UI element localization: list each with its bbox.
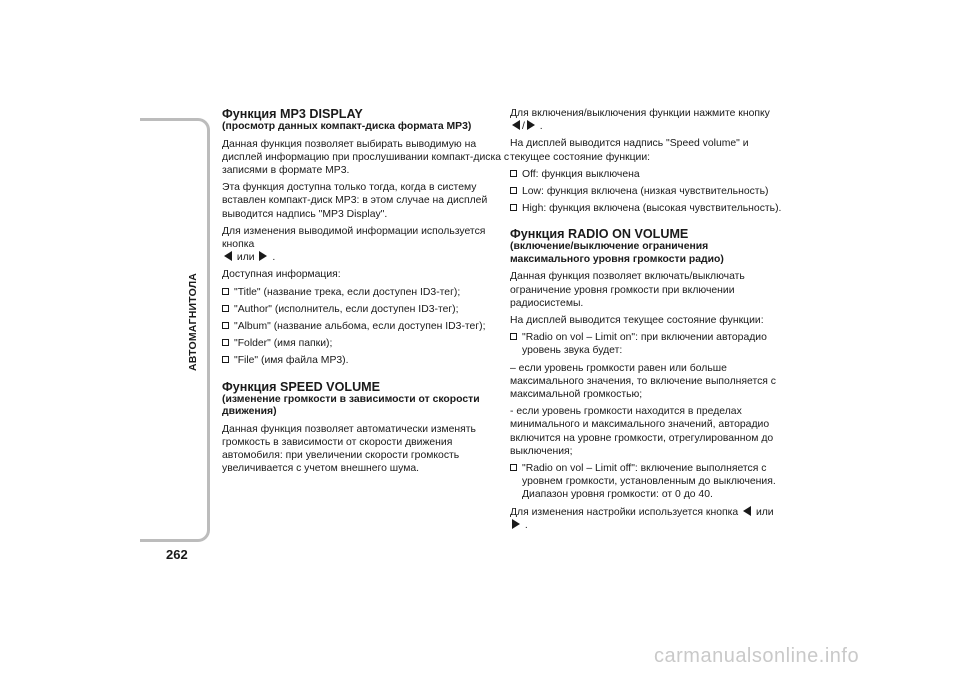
list-item xyxy=(510,202,782,215)
arrow-right-icon xyxy=(527,120,535,130)
paragraph: На дисплей выводится текущее состояние функции: xyxy=(510,315,764,327)
or-text: или xyxy=(236,252,255,264)
list-item-text: "Folder" (имя папки); xyxy=(234,338,333,350)
list-item-text: "Album" (название альбома, если доступен ID3-тег); xyxy=(234,320,486,332)
paragraph: Данная функция позволяет автоматически изменять громкость в зависимости от скорости движения автомобиля: при увеличении скорости громкость увеличивается с учетом внешнего шума. xyxy=(222,423,476,475)
list-item-text: Low: функция включена (низкая чувствительность) xyxy=(522,186,769,198)
paragraph: – если уровень громкости равен или больше максимального значения, то включение выполняется с максимальной громкостью; xyxy=(510,362,777,401)
paragraph: - если уровень громкости находится в пределах минимального и максимального значений, авторадио включится на уровне громкости, отрегулированном до выключения; xyxy=(510,406,774,457)
checkbox-bullet-icon xyxy=(510,187,517,194)
list-item xyxy=(222,337,512,350)
slash-text: / xyxy=(522,121,525,133)
arrow-right-icon xyxy=(512,519,520,529)
arrow-right-icon xyxy=(259,251,267,261)
list-item xyxy=(510,168,782,181)
mp3-display-subheading: (просмотр данных компакт-диска формата MP3) xyxy=(222,121,472,132)
list-item xyxy=(510,462,782,502)
watermark: carmanualsonline.info xyxy=(654,645,860,667)
spacer xyxy=(510,219,782,227)
speed-volume-heading: Функция SPEED VOLUME xyxy=(222,379,381,394)
paragraph-text: Для включения/выключения функции нажмите кнопку xyxy=(510,108,770,119)
page-number: 262 xyxy=(166,547,188,562)
list-item-text: Off: функция выключена xyxy=(522,168,640,180)
list-item-text: "Radio on vol – Limit off": включение выполняется с уровнем громкости, установленным до выключения. Диапазон уровня громкости: от 0 до 40. xyxy=(522,463,776,501)
checkbox-bullet-icon xyxy=(222,305,229,312)
section-side-label-text: АВТОМАГНИТОЛА xyxy=(187,272,200,372)
period-text: . xyxy=(539,121,543,133)
paragraph xyxy=(510,506,782,532)
paragraph: На дисплей выводится надпись "Speed volume" и текущее состояние функции: xyxy=(510,138,749,163)
list-item-text: "Radio on vol – Limit on": при включении авторадио уровень звука будет: xyxy=(522,332,767,357)
checkbox-bullet-icon xyxy=(510,170,517,177)
checkbox-bullet-icon xyxy=(222,356,229,363)
checkbox-bullet-icon xyxy=(510,464,517,471)
list-item-text: "Author" (исполнитель, если доступен ID3-тег); xyxy=(234,303,459,315)
checkbox-bullet-icon xyxy=(222,322,229,329)
left-column xyxy=(222,107,512,479)
list-item xyxy=(222,320,512,333)
list-item xyxy=(222,354,512,367)
period-text: . xyxy=(524,519,528,531)
section-side-label xyxy=(181,247,205,397)
radio-on-volume-heading: Функция RADIO ON VOLUME xyxy=(510,227,689,242)
list-item xyxy=(510,185,782,198)
arrow-left-icon xyxy=(743,506,751,516)
paragraph xyxy=(510,107,782,133)
list-item-text: "File" (имя файла MP3). xyxy=(234,355,349,367)
paragraph: Данная функция позволяет выбирать выводимую на дисплей информацию при прослушивании компакт-диска с записями в формате MP3. xyxy=(222,138,510,176)
paragraph xyxy=(222,225,512,265)
paragraph: Доступная информация: xyxy=(222,269,341,281)
arrow-left-icon xyxy=(512,120,520,130)
paragraph-text: Для изменения выводимой информации используется кнопка xyxy=(222,225,486,250)
arrow-left-icon xyxy=(224,251,232,261)
mp3-display-heading: Функция MP3 DISPLAY xyxy=(222,107,363,121)
radio-on-volume-subheading: (включение/выключение ограничения максимального уровня громкости радио) xyxy=(510,241,724,265)
checkbox-bullet-icon xyxy=(510,333,517,340)
checkbox-bullet-icon xyxy=(222,288,229,295)
checkbox-bullet-icon xyxy=(222,339,229,346)
spacer xyxy=(222,372,512,380)
paragraph-text: Для изменения настройки используется кнопка xyxy=(510,506,739,518)
list-item-text: "Title" (название трека, если доступен ID3-тег); xyxy=(234,286,461,298)
list-item-text: High: функция включена (высокая чувствительность). xyxy=(522,203,782,215)
period-text: . xyxy=(272,252,276,264)
checkbox-bullet-icon xyxy=(510,204,517,211)
right-column xyxy=(510,107,782,536)
or-text: или xyxy=(755,506,774,518)
list-item xyxy=(510,331,782,357)
paragraph: Эта функция доступна только тогда, когда в систему вставлен компакт-диск MP3: в этом случае на дисплей выводится надпись "MP3 Display". xyxy=(222,182,488,220)
list-item xyxy=(222,286,512,299)
paragraph: Данная функция позволяет включать/выключать ограничение уровня громкости при включении радиосистемы. xyxy=(510,271,745,309)
speed-volume-subheading: (изменение громкости в зависимости от скорости движения) xyxy=(222,393,480,418)
list-item xyxy=(222,303,512,316)
